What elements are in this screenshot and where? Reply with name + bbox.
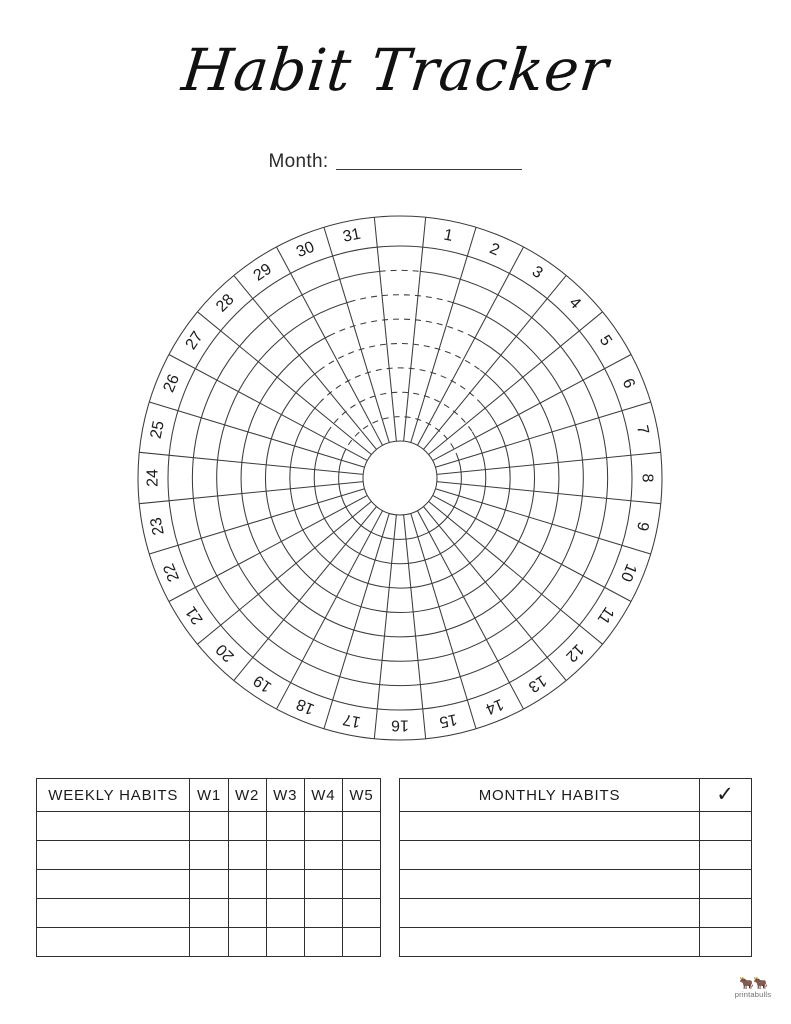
legend-dashed-arc — [330, 319, 471, 335]
day-number-12: 12 — [562, 640, 587, 665]
table-cell[interactable] — [37, 899, 190, 928]
day-number-13: 13 — [525, 671, 550, 696]
day-sector-divider — [437, 482, 661, 504]
day-number-21: 21 — [182, 603, 207, 628]
day-sector-divider — [139, 452, 363, 474]
table-cell[interactable] — [266, 841, 304, 870]
monthly-table-row[interactable] — [400, 812, 752, 841]
day-sector-divider — [374, 515, 396, 739]
table-cell[interactable] — [342, 899, 380, 928]
table-cell[interactable] — [342, 841, 380, 870]
page-title: Habit Tracker — [178, 36, 613, 104]
weekly-table-row[interactable] — [37, 870, 381, 899]
day-number-18: 18 — [294, 694, 317, 718]
table-cell[interactable] — [400, 841, 700, 870]
day-number-27: 27 — [182, 328, 207, 353]
day-sector-divider — [149, 402, 364, 467]
table-cell[interactable] — [228, 812, 266, 841]
day-sector-divider — [374, 217, 396, 441]
day-sector-divider — [139, 482, 363, 504]
day-number-6: 6 — [618, 376, 638, 391]
weekly-header-w3: W3 — [266, 779, 304, 812]
monthly-table-row[interactable] — [400, 928, 752, 957]
table-cell[interactable] — [190, 870, 228, 899]
table-cell[interactable] — [37, 812, 190, 841]
day-sector-divider — [324, 227, 389, 442]
weekly-header-w5: W5 — [342, 779, 380, 812]
table-cell[interactable] — [228, 870, 266, 899]
weekly-table-row[interactable] — [37, 928, 381, 957]
day-number-23: 23 — [147, 515, 168, 537]
table-cell[interactable] — [228, 841, 266, 870]
table-cell[interactable] — [400, 928, 700, 957]
table-cell[interactable] — [266, 899, 304, 928]
table-cell[interactable] — [304, 928, 342, 957]
day-number-16: 16 — [391, 716, 409, 734]
table-cell[interactable] — [37, 841, 190, 870]
table-cell[interactable] — [37, 928, 190, 957]
day-sector-divider — [149, 489, 364, 554]
habit-tables — [36, 778, 755, 957]
monthly-header-name: MONTHLY HABITS — [400, 779, 700, 812]
table-cell[interactable] — [700, 841, 752, 870]
day-number-19: 19 — [250, 671, 275, 696]
wheel-geometry — [138, 216, 662, 740]
day-number-28: 28 — [213, 291, 238, 316]
day-sector-divider — [435, 489, 650, 554]
day-number-24: 24 — [144, 469, 162, 487]
weekly-header-w2: W2 — [228, 779, 266, 812]
weekly-table-row[interactable] — [37, 841, 381, 870]
day-number-17: 17 — [341, 710, 363, 731]
day-number-25: 25 — [147, 419, 168, 441]
table-cell[interactable] — [304, 870, 342, 899]
table-cell[interactable] — [400, 812, 700, 841]
table-cell[interactable] — [700, 899, 752, 928]
brand-name: printabulls — [734, 990, 772, 999]
table-cell[interactable] — [228, 928, 266, 957]
footer-brand — [722, 978, 784, 999]
circular-habit-tracker[interactable] — [130, 198, 670, 760]
weekly-header-row — [37, 779, 381, 812]
table-cell[interactable] — [700, 870, 752, 899]
month-field — [0, 152, 791, 173]
legend-dashed-arc — [350, 295, 451, 302]
day-number-14: 14 — [483, 694, 506, 718]
table-cell[interactable] — [266, 928, 304, 957]
monthly-header-row — [400, 779, 752, 812]
monthly-table-row[interactable] — [400, 899, 752, 928]
monthly-table-row[interactable] — [400, 870, 752, 899]
monthly-header-check — [700, 779, 752, 812]
day-number-10: 10 — [616, 561, 640, 584]
day-sector-divider — [404, 515, 426, 739]
day-sector-divider — [411, 513, 476, 731]
table-cell[interactable] — [342, 812, 380, 841]
table-cell[interactable] — [190, 841, 228, 870]
table-cell[interactable] — [228, 899, 266, 928]
day-sector-divider — [411, 227, 476, 442]
day-number-26: 26 — [160, 372, 184, 395]
monthly-table-row[interactable] — [400, 841, 752, 870]
monthly-habits-table[interactable] — [399, 778, 752, 957]
table-cell[interactable] — [190, 928, 228, 957]
day-number-30: 30 — [294, 238, 317, 262]
day-sector-divider — [437, 452, 661, 474]
table-cell[interactable] — [37, 870, 190, 899]
habit-wheel-svg[interactable] — [130, 198, 670, 760]
weekly-body — [37, 812, 381, 957]
day-number-15: 15 — [437, 710, 459, 731]
day-sector-divider — [435, 402, 650, 467]
legend-dashed-arc — [380, 270, 421, 271]
bull-logo-icon: 🐂🐂 — [739, 976, 767, 990]
day-number-20: 20 — [213, 640, 238, 665]
weekly-header-w4: W4 — [304, 779, 342, 812]
day-number-3: 3 — [528, 263, 546, 283]
table-cell[interactable] — [304, 899, 342, 928]
weekly-table-row[interactable] — [37, 899, 381, 928]
table-cell[interactable] — [700, 928, 752, 957]
monthly-body — [400, 812, 752, 957]
month-label: Month: — [268, 151, 329, 172]
table-cell[interactable] — [190, 899, 228, 928]
table-cell[interactable] — [266, 870, 304, 899]
day-number-2: 2 — [487, 240, 502, 260]
weekly-table-row[interactable] — [37, 812, 381, 841]
table-cell[interactable] — [304, 812, 342, 841]
day-number-22: 22 — [160, 561, 184, 584]
table-cell[interactable] — [266, 812, 304, 841]
table-cell[interactable] — [342, 870, 380, 899]
table-cell[interactable] — [304, 841, 342, 870]
table-cell[interactable] — [400, 870, 700, 899]
month-write-in-line[interactable] — [336, 169, 522, 170]
day-number-5: 5 — [595, 332, 615, 350]
day-number-11: 11 — [593, 603, 618, 627]
table-cell[interactable] — [700, 812, 752, 841]
weekly-header-w1: W1 — [190, 779, 228, 812]
checkmark-icon: ✓ — [716, 782, 735, 806]
day-sector-divider — [324, 513, 389, 731]
weekly-habits-table[interactable] — [36, 778, 381, 957]
weekly-header-name: WEEKLY HABITS — [37, 779, 190, 812]
table-cell[interactable] — [190, 812, 228, 841]
day-number-4: 4 — [565, 294, 584, 313]
day-number-7: 7 — [633, 423, 652, 436]
table-cell[interactable] — [400, 899, 700, 928]
day-number-31: 31 — [341, 225, 363, 246]
day-number-1: 1 — [442, 226, 455, 245]
legend-dashed-arc — [320, 344, 481, 371]
day-sector-divider — [404, 217, 426, 441]
table-cell[interactable] — [342, 928, 380, 957]
day-number-8: 8 — [638, 473, 656, 483]
day-number-29: 29 — [250, 260, 275, 285]
day-number-9: 9 — [633, 520, 652, 533]
legend-dashed-arc — [328, 392, 472, 432]
wheel-center-hub — [363, 441, 437, 515]
